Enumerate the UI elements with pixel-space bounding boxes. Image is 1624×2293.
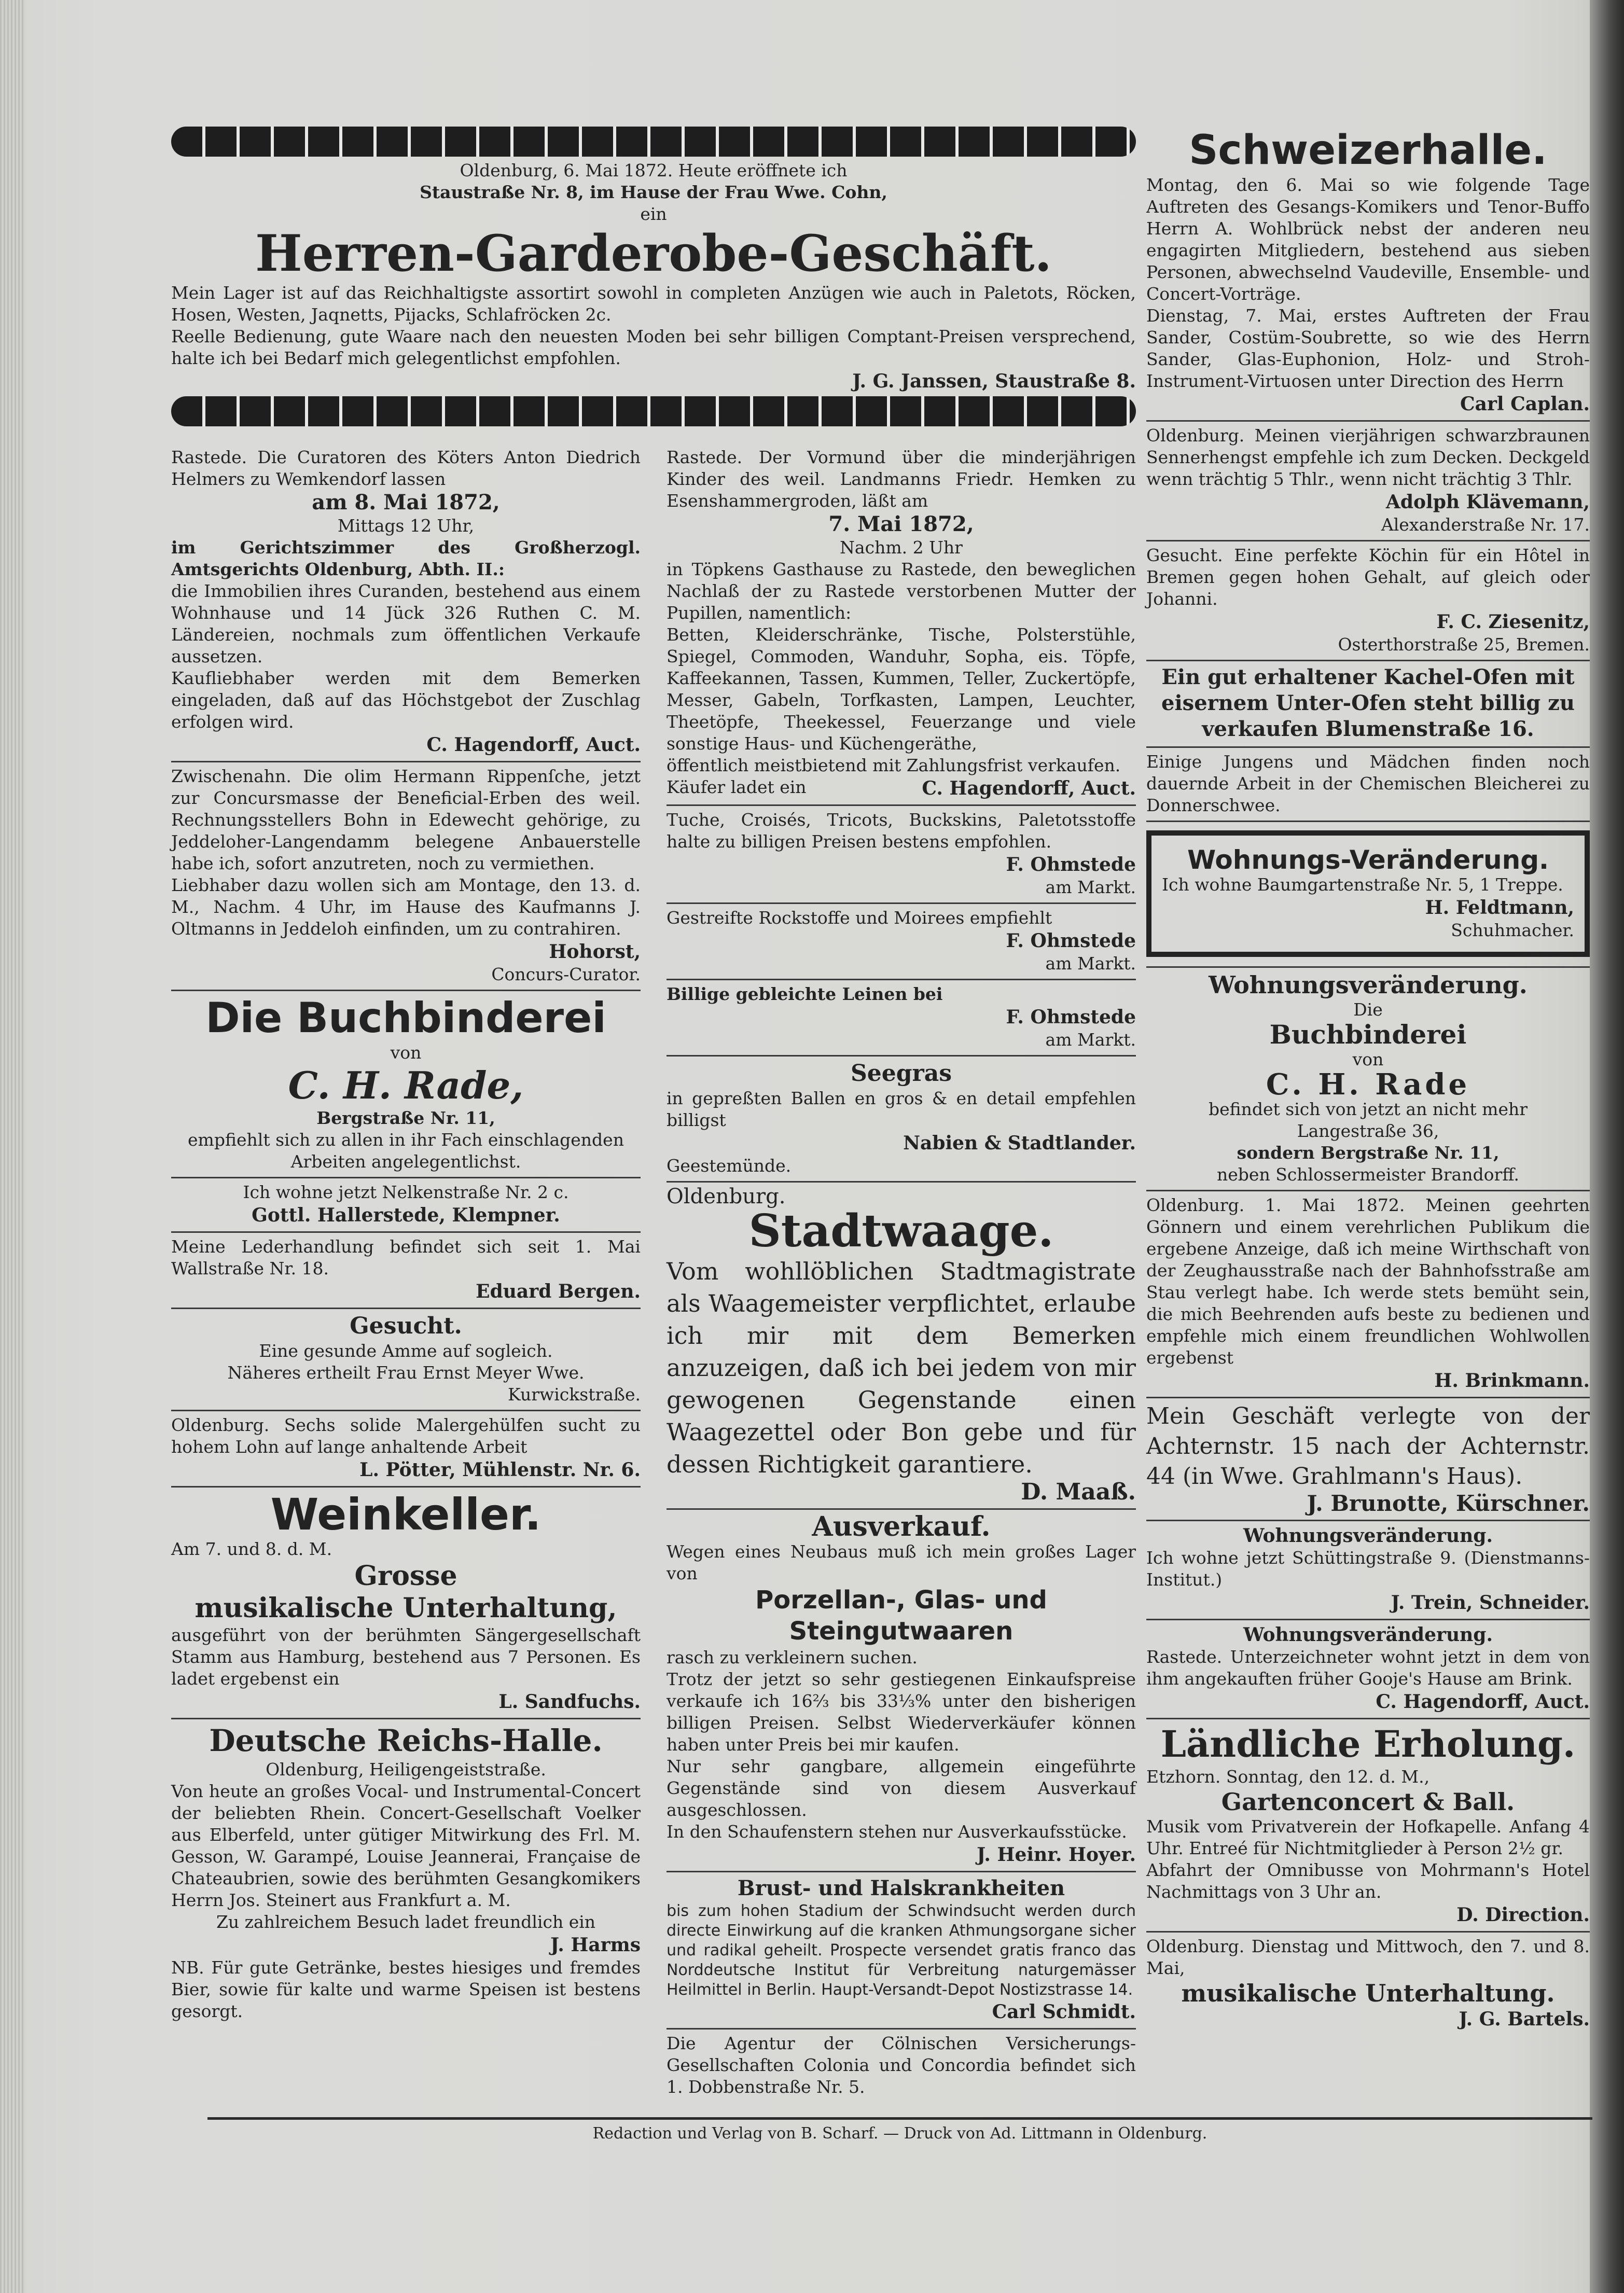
ad-body: Oldenburg. 1. Mai 1872. Meinen geehrten Gönnern und einem verehrlichen Publikum die ergebene Anzeige, daß ich meine Wirthschaft von der Zeughausstraße nach der Bahnhofsstraße am Stau verlegt habe. Ich werde stets bemüht sein, die mich Beehrenden aufs beste zu bedienen und empfehle mich einem freundlichen Wohlwollen ergebenst <box>1146 1195 1590 1368</box>
ad-time: Mittags 12 Uhr, <box>337 516 475 536</box>
ad-zwischenahn <box>171 762 641 991</box>
ad-line: Oldenburg, 6. Mai 1872. Heute eröffnete ich <box>460 160 848 180</box>
ad-trein <box>1146 1521 1590 1620</box>
ad-rade-umzug <box>1146 968 1590 1191</box>
ad-body: in gepreßten Ballen en gros & en detail empfehlen billigst <box>667 1088 1136 1130</box>
ad-body: bis zum hohen Stadium der Schwindsucht werden durch directe Einwirkung auf die kranken Athmungsorgane sicher und radikal geheilt. Prospecte versendet gratis franco das Norddeutsche Institut für Verbreitung naturgemässer Heilmittel in Berlin. Haupt-Versandt-Depot Nostizstrasse 14. <box>667 1902 1136 1999</box>
ad-brunotte <box>1146 1398 1590 1521</box>
ad-line: ein <box>640 204 667 224</box>
ad-body: Ein gut erhaltener Kachel-Ofen mit eisernem Unter-Ofen steht billig zu verkaufen Blumenstraße 16. <box>1161 665 1575 741</box>
ad-signature: D. Direction. <box>1456 1904 1590 1926</box>
ad-title: Seegras <box>851 1060 952 1087</box>
ad-body: Betten, Kleiderschränke, Tische, Polsterstühle, Spiegel, Commoden, Wanduhr, Sopha, eis. Töpfe, Kaffeekannen, Tassen, Kummen, Teller, Zuckertöpfe, Messer, Gabeln, Torfkasten, Lampen, Leuchter, Theetöpfe, Theekessel, Feuerzange und viele sonstige Haus- und Küchengeräthe, <box>667 624 1136 754</box>
ad-signature: Gottl. Hallerstede, Klempner. <box>252 1204 560 1226</box>
ad-ohmstede-leinen <box>667 980 1136 1057</box>
ad-signature: Carl Schmidt. <box>992 2001 1136 2023</box>
ad-body: Meine Lederhandlung befindet sich seit 1. Mai Wallstraße Nr. 18. <box>171 1236 641 1278</box>
ad-line: Staustraße Nr. 8, im Hause der Frau Wwe. Cohn, <box>420 182 887 202</box>
ad-title: Wohnungsveränderung. <box>1243 1525 1493 1547</box>
ad-place: im Gerichtszimmer des Großherzogl. Amtsgerichts Oldenburg, Abth. II.: <box>171 537 641 579</box>
ad-heading: musikalische Unterhaltung. <box>1181 1979 1555 2007</box>
ad-maler <box>171 1411 641 1488</box>
ad-feldtmann <box>1146 822 1590 968</box>
ad-brustkrankheiten <box>667 1872 1136 2030</box>
ad-body: Dienstag, 7. Mai, erstes Auftreten der Frau Sander, Costüm-Soubrette, so wie des Herrn Sander, Glas-Euphonion, Holz- und Stroh-Instrument-Virtuosen unter Direction des Herrn <box>1146 305 1590 391</box>
ad-title: Ländliche Erholung. <box>1160 1722 1576 1766</box>
ad-signature: J. Brunotte, Kürschner. <box>1307 1491 1590 1516</box>
column-1 <box>171 443 641 2026</box>
ad-weinkeller <box>171 1488 641 1719</box>
ad-heading: Grosse <box>354 1560 457 1592</box>
ad-signature: F. Ohmstede <box>1006 1006 1136 1028</box>
ad-body: Oldenburg. Meinen vierjährigen schwarzbraunen Sennerhengst empfehle ich zum Decken. Deckgeld wenn trächtig 5 Thlr., wenn nicht trächtig 3 Thlr. <box>1146 425 1590 489</box>
ad-signature: J. Trein, Schneider. <box>1391 1592 1590 1614</box>
ad-body: Kurwickstraße. <box>508 1384 641 1405</box>
ad-signature: H. Brinkmann. <box>1434 1370 1590 1392</box>
ad-place: Oldenburg, Heiligengeiststraße. <box>266 1759 546 1780</box>
ad-gesucht-amme <box>171 1309 641 1411</box>
ad-place: Geestemünde. <box>667 1156 792 1176</box>
ad-signature-sub: Concurs-Curator. <box>491 964 641 984</box>
ornament-bar-bottom <box>171 396 1136 426</box>
ad-heading: Porzellan-, Glas- und Steingutwaaren <box>755 1586 1047 1646</box>
ad-laendliche-erholung <box>1146 1719 1590 1933</box>
ad-title: Stadtwaage. <box>748 1205 1054 1257</box>
ad-signature: J. G. Janssen, Staustraße 8. <box>852 370 1136 392</box>
ad-signature-sub: Alexanderstraße Nr. 17. <box>1381 515 1590 535</box>
ad-signature: Hohorst, <box>549 941 641 963</box>
ad-body: sondern Bergstraße Nr. 11, <box>1237 1143 1500 1163</box>
ad-signature: F. Ohmstede <box>1006 930 1136 952</box>
ad-signature-sub: Schuhmacher. <box>1451 920 1574 940</box>
ad-body: Wegen eines Neubaus muß ich mein großes Lager von <box>667 1541 1136 1583</box>
ornament-bar-top <box>171 127 1136 157</box>
ad-signature-sub: am Markt. <box>1045 877 1136 897</box>
ad-body: Nur sehr gangbare, allgemein eingeführte Gegenstände sind von diesem Ausverkauf ausgeschlossen. <box>667 1756 1136 1820</box>
ad-date: am 8. Mai 1872, <box>312 490 500 515</box>
column-3 <box>1146 123 1590 2035</box>
ad-ohmstede-tuche <box>667 806 1136 904</box>
ad-body: rasch zu verkleinern suchen. <box>667 1647 918 1667</box>
ad-body: öffentlich meistbietend mit Zahlungsfrist verkaufen. <box>667 755 1121 775</box>
ad-body: Montag, den 6. Mai so wie folgende Tage Auftreten des Gesangs-Komikers und Tenor-Buffo Herrn A. Wohlbrück nebst der anderen neu engagirten Mitgliedern, bestehend aus sieben Personen, abwechselnd Vaudeville, Ensemble- und Concert-Vorträge. <box>1146 175 1590 304</box>
ad-body: Ich wohne jetzt Nelkenstraße Nr. 2 c. <box>243 1182 569 1202</box>
ad-body: Trotz der jetzt so sehr gestiegenen Einkaufspreise verkaufe ich 16⅔ bis 33⅓% unter den bisherigen billigen Preisen. Selbst Wiederverkäufer können haben unter Preis bei mir kaufen. <box>667 1669 1136 1755</box>
ad-hallerstede <box>171 1178 641 1233</box>
ad-ausverkauf <box>667 1510 1136 1872</box>
ad-body: Zwischenahn. Die olim Hermann Rippenſche, jetzt zur Concursmasse der Beneficial-Erben des weil. Rechnungsstellers Bohn in Edewecht gehörige, zu Jeddeloher-Langendamm belegene Anbauerstelle habe ich, sofort anzutreten, noch zu vermiethen. <box>171 766 641 873</box>
ad-seegras <box>667 1057 1136 1183</box>
ad-body: Von heute an großes Vocal- und Instrumental-Concert der beliebten Rhein. Concert-Gesellschaft Voelker aus Elberfeld, unter gütiger Mitwirkung des Frl. M. Gesson, W. Garampé, Louise Jeannerai, Française de Chateaubrien, sowie des berühmten Gesangkomikers Herrn Jos. Steinert aus Frankfurt a. M. <box>171 1781 641 1910</box>
ad-body: Abfahrt der Omnibusse von Mohrmann's Hotel Nachmittags von 3 Uhr an. <box>1146 1860 1590 1902</box>
ad-title: Ausverkauf. <box>812 1511 991 1542</box>
ad-signature: L. Pötter, Mühlenstr. Nr. 6. <box>359 1459 641 1481</box>
ad-signature: L. Sandfuchs. <box>498 1691 641 1713</box>
ad-reichshalle <box>171 1719 641 2026</box>
ad-signature-sub: Osterthorstraße 25, Bremen. <box>1338 634 1590 655</box>
ad-signature: C. Hagendorff, Auct. <box>922 777 1136 799</box>
ad-signature: F. Ohmstede <box>1006 854 1136 875</box>
ad-buchbinderei <box>171 991 641 1178</box>
ad-bartels <box>1146 1933 1590 2035</box>
ad-signature: Nabien & Stadtlander. <box>903 1132 1136 1154</box>
ad-place: Oldenburg. <box>667 1185 786 1208</box>
footer-rule <box>207 2117 1592 2120</box>
ad-body: Rastede. Der Vormund über die minderjährigen Kinder des weil. Landmanns Friedr. Hemken zu Esenshammergroden, läßt am <box>667 447 1136 511</box>
ad-time: Nachm. 2 Uhr <box>840 537 963 558</box>
ad-hagendorff-umzug <box>1146 1620 1590 1719</box>
ad-body: Gestreifte Rockstoffe und Moirees empfiehlt <box>667 908 1052 928</box>
page-edge <box>0 0 25 2293</box>
ad-frame <box>1146 830 1590 957</box>
ad-line: von <box>1352 1049 1384 1069</box>
ad-body: empfiehlt sich zu allen in ihr Fach einschlagenden Arbeiten angelegentlichst. <box>188 1130 624 1172</box>
ad-headline: Herren-Garderobe-Geschäft. <box>255 224 1052 283</box>
ad-body: Rastede. Die Curatoren des Köters Anton Diedrich Helmers zu Wemkendorf lassen <box>171 447 641 489</box>
ad-title: Brust- und Halskrankheiten <box>737 1876 1065 1900</box>
ad-body: Kaufliebhaber werden mit dem Bemerken eingeladen, daß auf das Höchstgebot der Zuschlag erfolgen wird. <box>171 668 641 732</box>
ad-body: Billige gebleichte Leinen bei <box>667 984 943 1004</box>
ad-body: Rastede. Unterzeichneter wohnt jetzt in dem von ihm angekauften früher Gooje's Hause am Brink. <box>1146 1647 1590 1689</box>
ad-body: neben Schlossermeister Brandorff. <box>1217 1164 1519 1185</box>
ad-title: Deutsche Reichs-Halle. <box>209 1723 603 1758</box>
ad-body: Die Agentur der Cölnischen Versicherungs-Gesellschaften Colonia und Concordia befindet sich 1. Dobbenstraße Nr. 5. <box>667 2033 1136 2097</box>
ad-rastede-auction <box>171 443 641 762</box>
ad-note: NB. Für gute Getränke, bestes hiesiges und fremdes Bier, sowie für kalte und warme Speisen ist bestens gesorgt. <box>171 1957 641 2021</box>
ad-title: Wohnungs-Veränderung. <box>1187 845 1549 875</box>
ad-signature: J. G. Bartels. <box>1459 2008 1590 2030</box>
ad-body: Tuche, Croisés, Tricots, Buckskins, Paletotsstoffe halte zu billigen Preisen bestens empfohlen. <box>667 810 1136 852</box>
ad-rastede-nachlass <box>667 443 1136 806</box>
ad-date: Am 7. und 8. d. M. <box>171 1539 332 1559</box>
ad-name: C. H. Rade <box>1266 1067 1470 1102</box>
ad-signature: J. Heinr. Hoyer. <box>977 1844 1136 1866</box>
ad-herren-garderobe <box>171 123 1136 429</box>
ad-signature: C. Hagendorff, Auct. <box>426 734 641 756</box>
ad-heading: Gartenconcert & Ball. <box>1221 1788 1515 1816</box>
ad-signature-sub: am Markt. <box>1045 1030 1136 1050</box>
ad-title: Weinkeller. <box>270 1489 542 1540</box>
ad-body: Ich wohne jetzt Schüttingstraße 9. (Dienstmanns-Institut.) <box>1146 1548 1590 1590</box>
ad-body: Langestraße 36, <box>1297 1121 1439 1141</box>
ad-body: Oldenburg. Sechs solide Malergehülfen sucht zu hohem Lohn auf lange anhaltende Arbeit <box>171 1415 641 1457</box>
ad-signature: C. Hagendorff, Auct. <box>1376 1691 1590 1713</box>
ad-name: C. H. Rade, <box>288 1063 524 1107</box>
ad-address: Bergstraße Nr. 11, <box>316 1108 495 1128</box>
ad-body: Vom wohllöblichen Stadtmagistrate als Waagemeister verpflichtet, erlaube ich mir mit dem Bemerken anzuzeigen, daß ich bei jedem von mir gewogenen Gegenstande einen Waagezettel oder Bon gebe und für dessen Richtigkeit garantiere. <box>667 1257 1136 1478</box>
ad-title: Gesucht. <box>350 1313 462 1339</box>
ad-body: Ich wohne Baumgartenstraße Nr. 5, 1 Treppe. <box>1162 874 1563 895</box>
ad-stadtwaage <box>667 1183 1136 1510</box>
ad-schweizerhalle <box>1146 123 1590 422</box>
ad-title: Die Buchbinderei <box>205 994 606 1042</box>
ad-signature-sub: am Markt. <box>1045 953 1136 974</box>
ad-line: von <box>390 1043 422 1063</box>
imprint-footer: Redaction und Verlag von B. Scharf. — Druck von Ad. Littmann in Oldenburg. <box>592 2124 1207 2143</box>
ad-signature: Adolph Klävemann, <box>1385 491 1590 513</box>
ad-title: Wohnungsveränderung. <box>1209 971 1528 999</box>
ad-body: Liebhaber dazu wollen sich am Montage, den 13. d. M., Nachm. 4 Uhr, im Hause des Kaufmanns J. Oltmanns in Jeddeloh einfinden, um zu contrahiren. <box>171 875 641 939</box>
ad-heading: Buchbinderei <box>1269 1019 1467 1050</box>
ad-line: Die <box>1353 999 1383 1020</box>
ad-brinkmann <box>1146 1191 1590 1398</box>
column-2 <box>667 443 1136 2102</box>
ad-signature: D. Maaß. <box>1021 1479 1136 1505</box>
ad-title: Wohnungsveränderung. <box>1243 1624 1493 1646</box>
ad-body: Musik vom Privatverein der Hofkapelle. Anfang 4 Uhr. Entreé für Nichtmitglieder à Person 2½ gr. <box>1146 1816 1590 1858</box>
ad-hengst <box>1146 422 1590 541</box>
ad-body: die Immobilien ihres Curanden, bestehend aus einem Wohnhause und 14 Jück 326 Ruthen C. M. Ländereien, nochmals zum öffentlichen Verkaufe aussetzen. <box>171 581 641 666</box>
ad-koechin <box>1146 541 1590 661</box>
ad-ohmstede-rockstoffe <box>667 904 1136 980</box>
ad-signature-row <box>667 776 1136 800</box>
ad-body: In den Schaufenstern stehen nur Ausverkaufsstücke. <box>667 1822 1127 1842</box>
ad-body: Eine gesunde Amme auf sogleich. <box>259 1341 553 1361</box>
ad-bleicherei <box>1146 748 1590 822</box>
ad-body: Etzhorn. Sonntag, den 12. d. M., <box>1146 1767 1430 1787</box>
ad-body: Gesucht. Eine perfekte Köchin für ein Hôtel in Bremen gegen hohen Gehalt, auf gleich oder Johanni. <box>1146 545 1590 609</box>
ad-body: Mein Geschäft verlegte von der Achternstr. 15 nach der Achternstr. 44 (in Wwe. Grahlmann's Haus). <box>1146 1403 1590 1490</box>
ad-date: 7. Mai 1872, <box>828 512 974 536</box>
ad-heading: musikalische Unterhaltung, <box>195 1592 617 1624</box>
ad-signature: Eduard Bergen. <box>476 1281 641 1302</box>
ad-body: Einige Jungens und Mädchen finden noch dauernde Arbeit in der Chemischen Bleicherei zu Donnerschwee. <box>1146 752 1590 815</box>
ad-signature: F. C. Ziesenitz, <box>1436 611 1590 633</box>
ad-body: Reelle Bedienung, gute Waare nach den neuesten Moden bei sehr billigen Comptant-Preisen versprechend, halte ich bei Bedarf mich gelegentlichst empfohlen. <box>171 326 1136 368</box>
ad-body: Käufer ladet ein <box>667 777 807 797</box>
ad-body: Mein Lager ist auf das Reichhaltigste assortirt sowohl in completen Anzügen wie auch in Paletots, Röcken, Hosen, Westen, Jaqnetts, Pijacks, Schlafröcken 2c. <box>171 283 1136 325</box>
ad-title: Schweizerhalle. <box>1189 127 1547 174</box>
ad-body: befindet sich von jetzt an nicht mehr <box>1208 1099 1528 1119</box>
ad-bergen <box>171 1233 641 1309</box>
ad-signature: H. Feldtmann, <box>1425 897 1574 919</box>
ad-kachelofen <box>1146 661 1590 748</box>
ad-body: Näheres ertheilt Frau Ernst Meyer Wwe. <box>227 1363 585 1383</box>
ad-body: Zu zahlreichem Besuch ladet freundlich ein <box>216 1912 596 1932</box>
book-binding <box>1590 0 1624 2293</box>
ad-body: ausgeführt von der berühmten Sängergesellschaft Stamm aus Hamburg, bestehend aus 7 Personen. Es ladet ergebenst ein <box>171 1625 641 1689</box>
ad-signature: Carl Caplan. <box>1460 393 1590 415</box>
ad-signature: J. Harms <box>550 1934 641 1956</box>
ad-body: Oldenburg. Dienstag und Mittwoch, den 7. und 8. Mai, <box>1146 1936 1590 1978</box>
ad-coelnische <box>667 2030 1136 2102</box>
ad-place: in Töpkens Gasthause zu Rastede, den beweglichen Nachlaß der zu Rastede verstorbenen Mutter der Pupillen, namentlich: <box>667 559 1136 623</box>
